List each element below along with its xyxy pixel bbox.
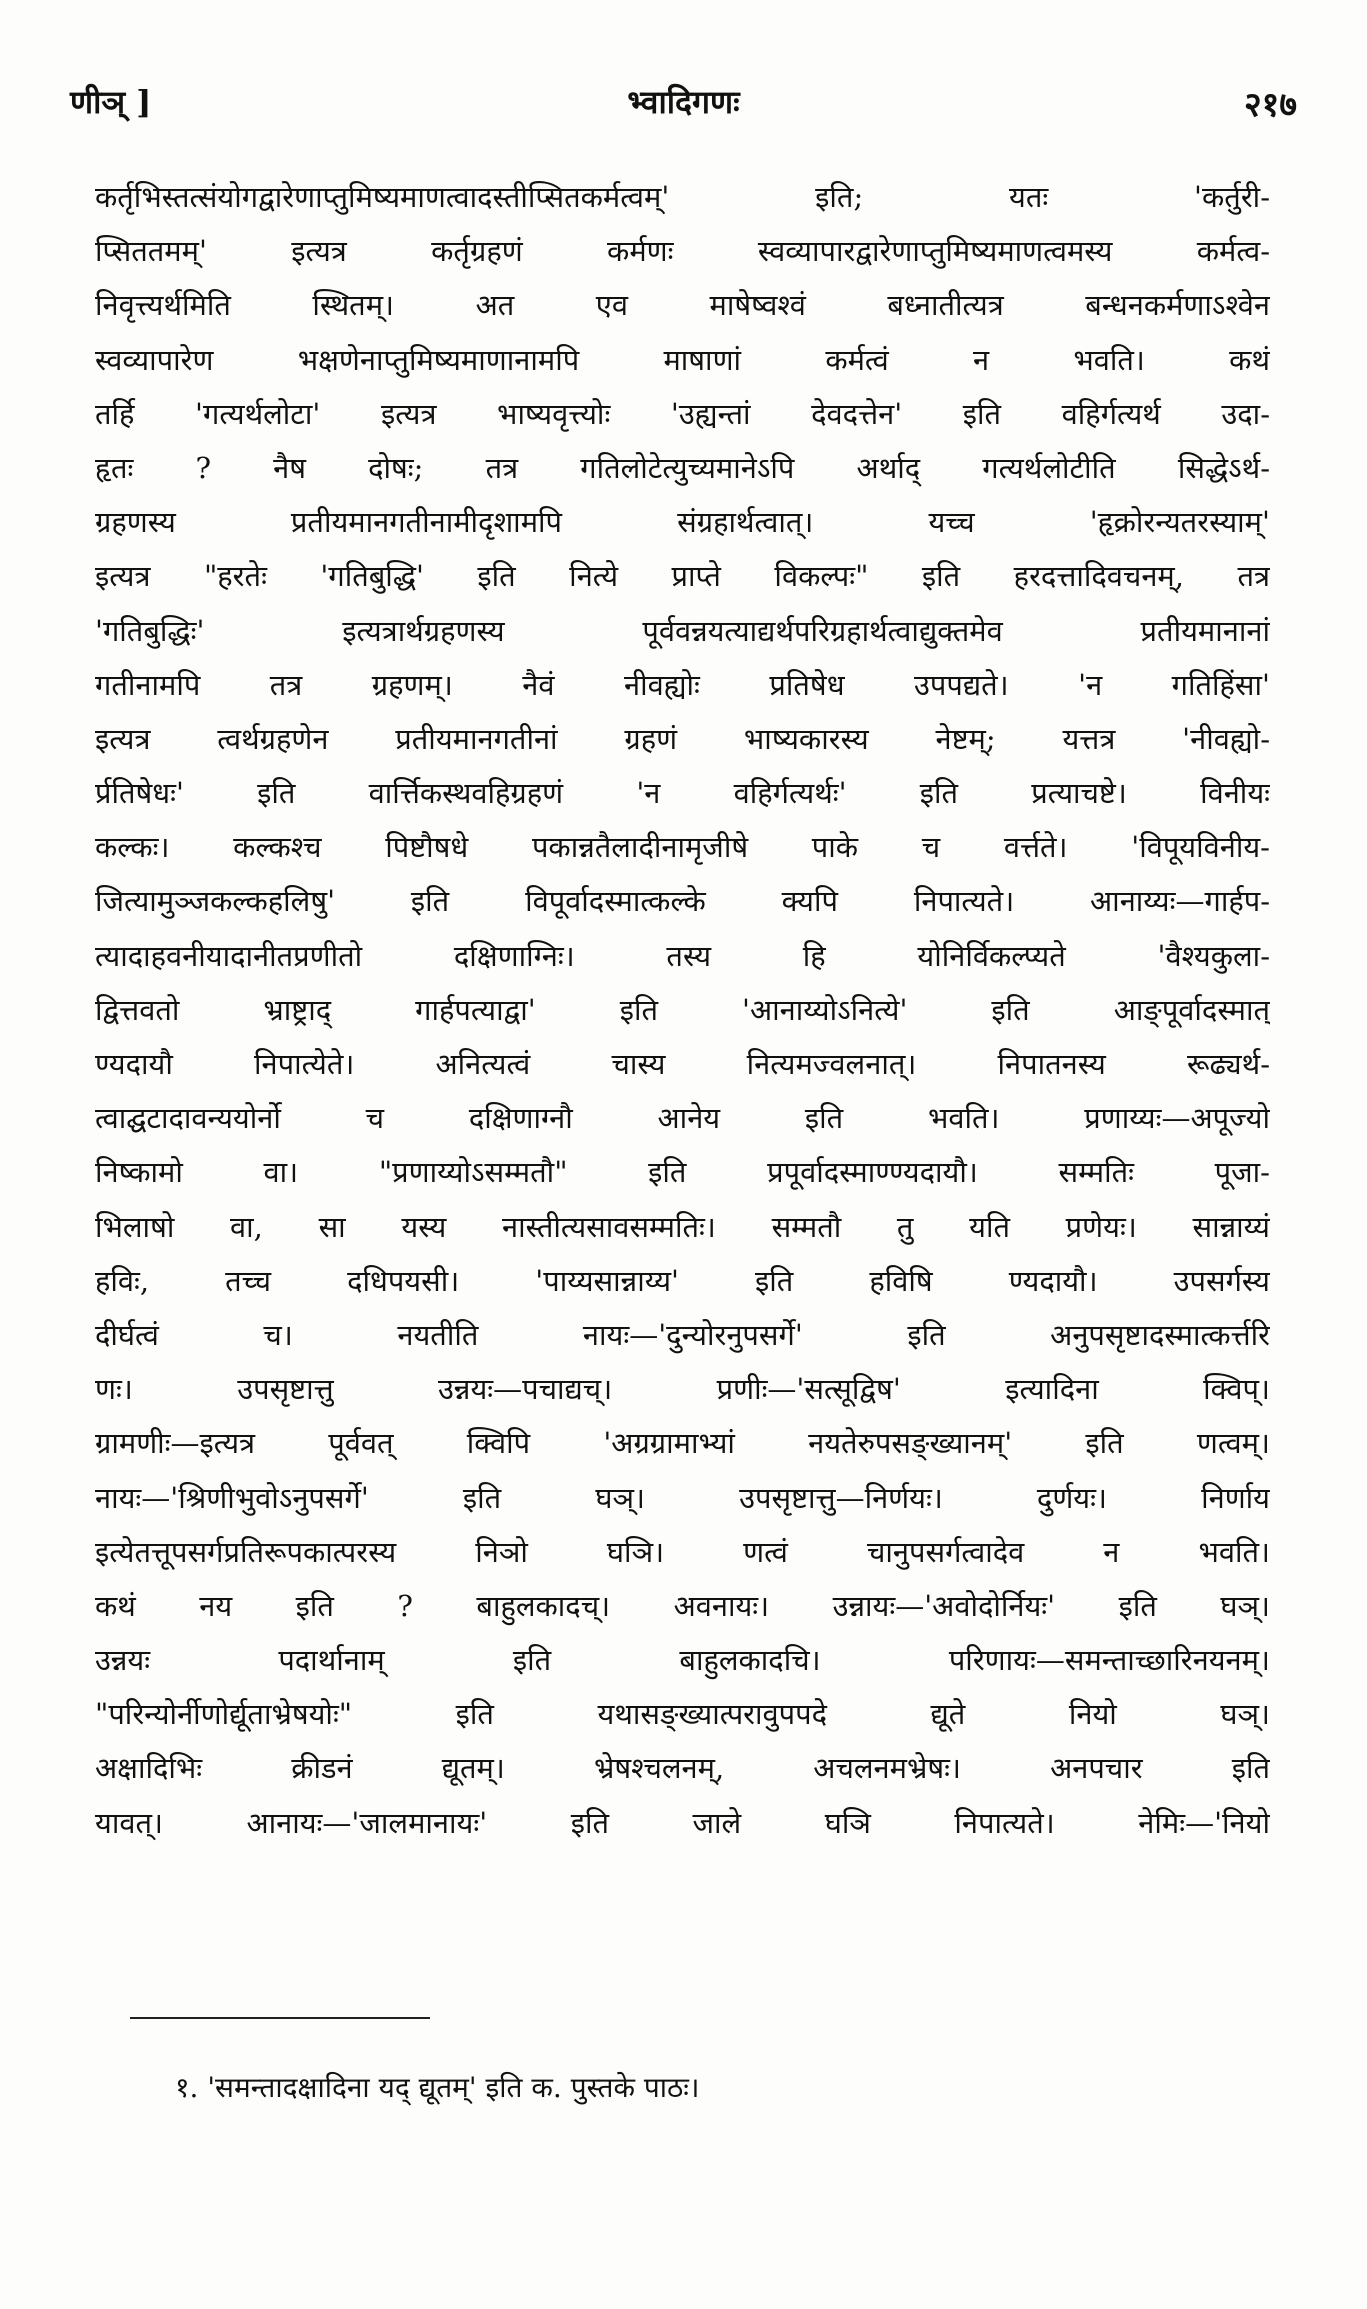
- text-line: कल्कः। कल्कश्च पिष्टौषधे पकान्नतैलादीनामृजीषे पाके च वर्त्तते। 'विपूयविनीय-: [95, 830, 1270, 865]
- text-line: ग्रामणीः—इत्यत्र पूर्ववत् क्विपि 'अग्रग्रामाभ्यां नयतेरुपसङ्ख्यानम्' इति णत्वम्।: [95, 1426, 1270, 1461]
- text-line: त्वाद्घटादावन्ययोर्नो च दक्षिणाग्नौ आनेय इति भवति। प्रणाय्यः—अपूज्यो: [95, 1101, 1270, 1136]
- text-line: कथं नय इति ? बाहुलकादच्। अवनायः। उन्नायः—'अवोदोर्नियः' इति घञ्।: [95, 1588, 1270, 1623]
- text-line: जित्यामुञ्जकल्कहलिषु' इति विपूर्वादस्मात्कल्के क्यपि निपात्यते। आनाय्यः—गार्हप-: [95, 884, 1270, 919]
- page-header: [70, 70, 1297, 130]
- page-number: २१७: [1243, 85, 1297, 125]
- text-line: नायः—'श्रिणीभुवोऽनुपसर्गे' इति घञ्। उपसृष्टात्तु—निर्णयः। दुर्णयः। निर्णाय: [95, 1480, 1270, 1515]
- text-line: 'गतिबुद्धिः' इत्यत्रार्थग्रहणस्य पूर्ववन्नयत्याद्यर्थपरिग्रहार्थत्वाद्युक्तमेव प्रतीयमानानां: [95, 613, 1270, 648]
- text-line: हविः, तच्च दधिपयसी। 'पाय्यसान्नाय्य' इति हविषि ण्यदायौ। उपसर्गस्य: [95, 1263, 1270, 1298]
- body-text: [95, 170, 1270, 1850]
- text-line: स्वव्यापारेण भक्षणेनाप्तुमिष्यमाणानामपि माषाणां कर्मत्वं न भवति। कथं: [95, 342, 1270, 377]
- text-line: हृतः ? नैष दोषः; तत्र गतिलोटेत्युच्यमानेऽपि अर्थाद् गत्यर्थलोटीति सिद्धेऽर्थ-: [95, 450, 1270, 485]
- text-line: दीर्घत्वं च। नयतीति नायः—'दुन्योरनुपसर्गे' इति अनुपसृष्टादस्मात्कर्त्तरि: [95, 1317, 1270, 1352]
- footnote: १. 'समन्तादक्षादिना यद् द्यूतम्' इति क. पुस्तके पाठः।: [175, 2071, 700, 2104]
- text-line: प्सिततमम्' इत्यत्र कर्तृग्रहणं कर्मणः स्वव्यापारद्वारेणाप्तुमिष्यमाणत्वमस्य कर्मत्व-: [95, 234, 1270, 269]
- footnote-divider: [130, 2017, 430, 2019]
- text-line: निष्कामो वा। "प्रणाय्योऽसम्मतौ" इति प्रपूर्वादस्माण्ण्यदायौ। सम्मतिः पूजा-: [95, 1155, 1270, 1190]
- text-line: यावत्। आनायः—'जालमानायः' इति जाले घञि निपात्यते। नेमिः—'नियो: [95, 1805, 1270, 1840]
- text-line: उन्नयः पदार्थानाम् इति बाहुलकादचि। परिणायः—समन्ताच्छारिनयनम्।: [95, 1643, 1270, 1678]
- text-line: निवृत्त्यर्थमिति स्थितम्। अत एव माषेष्वश्वं बध्नातीत्यत्र बन्धनकर्मणाऽश्वेन: [95, 288, 1270, 323]
- header-left-text: णीञ् ]: [70, 83, 152, 121]
- text-line: कर्तृभिस्तत्संयोगद्वारेणाप्तुमिष्यमाणत्वादस्तीप्सितकर्मत्वम्' इति; यतः 'कर्तुरी-: [95, 180, 1270, 214]
- text-line: भिलाषो वा, सा यस्य नास्तीत्यसावसम्मतिः। सम्मतौ तु यति प्रणेयः। सान्नाय्यं: [95, 1209, 1270, 1244]
- text-line: ण्यदायौ निपात्येते। अनित्यत्वं चास्य नित्यमज्वलनात्। निपातनस्य रूढ्यर्थ-: [95, 1047, 1270, 1081]
- text-line: "परिन्योर्नीणोर्द्यूताभ्रेषयोः" इति यथासङ्ख्यात्परावुपपदे द्यूते नियो घञ्।: [95, 1697, 1270, 1732]
- text-line: इत्यत्र त्वर्थग्रहणेन प्रतीयमानगतीनां ग्रहणं भाष्यकारस्य नेष्टम्; यत्तत्र 'नीवह्यो-: [95, 721, 1270, 756]
- text-line: णः। उपसृष्टात्तु उन्नयः—पचाद्यच्। प्रणीः—'सत्सूद्विष' इत्यादिना क्विप्।: [95, 1372, 1270, 1407]
- text-line: ग्रहणस्य प्रतीयमानगतीनामीदृशामपि संग्रहार्थत्वात्। यच्च 'हृक्रोरन्यतरस्याम्': [95, 505, 1270, 540]
- text-line: इत्यत्र "हरतेः 'गतिबुद्धि' इति नित्ये प्राप्ते विकल्पः" इति हरदत्तादिवचनम्, तत्र: [95, 559, 1270, 594]
- text-line: इत्येतत्तूपसर्गप्रतिरूपकात्परस्य निञो घञि। णत्वं चानुपसर्गत्वादेव न भवति।: [95, 1534, 1270, 1569]
- text-line: द्वित्तवतो भ्राष्ट्राद् गार्हपत्याद्वा' इति 'आनाय्योऽनित्ये' इति आङ्पूर्वादस्मात्: [95, 992, 1270, 1027]
- text-line: र्प्रतिषेधः' इति वार्त्तिकस्थवहिग्रहणं 'न वहिर्गत्यर्थः' इति प्रत्याचष्टे। विनीयः: [95, 776, 1270, 811]
- text-line: गतीनामपि तत्र ग्रहणम्। नैवं नीवह्योः प्रतिषेध उपपद्यते। 'न गतिहिंसा': [95, 667, 1270, 702]
- header-section-title: भ्वादिगणः: [627, 83, 740, 121]
- text-line: तर्हि 'गत्यर्थलोटा' इत्यत्र भाष्यवृत्त्योः 'उह्यन्तां देवदत्तेन' इति वहिर्गत्यर्थ उदा-: [95, 396, 1270, 431]
- text-line: अक्षादिभिः क्रीडनं द्यूतम्। भ्रेषश्चलनम्, अचलनमभ्रेषः। अनपचार इति: [95, 1751, 1270, 1786]
- text-line: त्यादाहवनीयादानीतप्रणीतो दक्षिणाग्निः। तस्य हि योनिर्विकल्प्यते 'वैश्यकुला-: [95, 938, 1270, 973]
